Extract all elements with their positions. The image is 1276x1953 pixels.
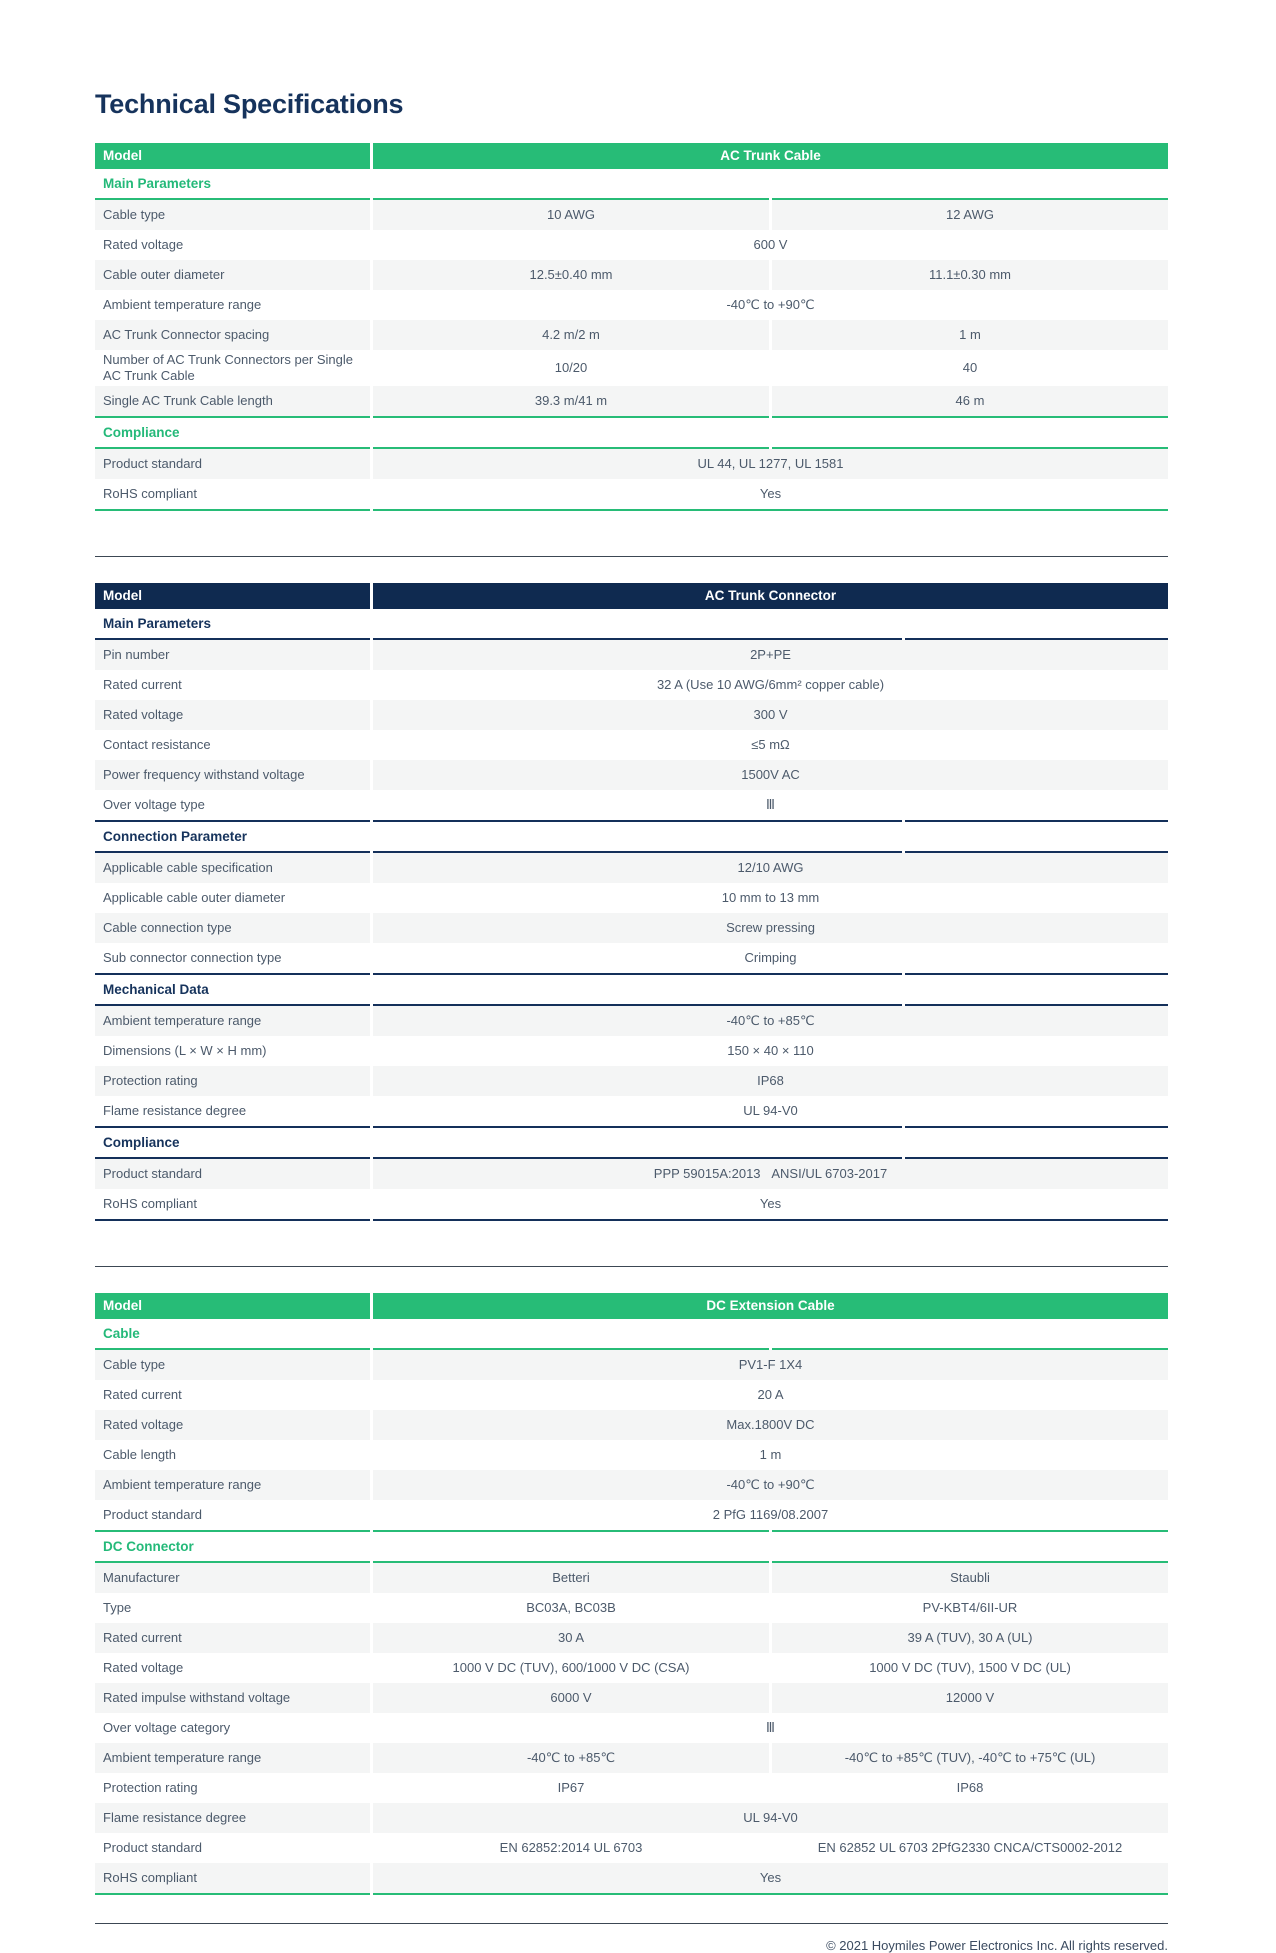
section-spacer <box>905 820 1168 853</box>
copyright-text: © 2021 Hoymiles Power Electronics Inc. All rights reserved. <box>826 1938 1168 1953</box>
row-value-col2: -40℃ to +85℃ (TUV), -40℃ to +75℃ (UL) <box>772 1743 1168 1773</box>
row-value: -40℃ to +90℃ <box>373 1470 1168 1500</box>
row-value-col1: 4.2 m/2 m <box>373 320 769 350</box>
row-value: ≤5 mΩ <box>751 737 790 752</box>
table-header-row <box>95 143 1168 169</box>
row-label: Contact resistance <box>103 737 211 752</box>
row-value-col1: 10 AWG <box>373 200 769 230</box>
row-label: Sub connector connection type <box>103 950 282 965</box>
section-spacer <box>772 169 1168 200</box>
table-row <box>95 640 1168 670</box>
section-spacer <box>373 1126 902 1159</box>
section-spacer <box>373 416 769 449</box>
row-label: Rated voltage <box>95 1410 370 1440</box>
section-spacer <box>373 820 902 853</box>
section-row <box>95 1530 1168 1563</box>
spec-table <box>92 583 1171 1221</box>
table-row <box>95 760 1168 790</box>
model-header-label: Model <box>95 583 370 609</box>
table-row <box>95 1350 1168 1380</box>
section-spacer <box>373 169 769 200</box>
section-label: Mechanical Data <box>95 973 370 1006</box>
row-label: RoHS compliant <box>95 479 370 511</box>
row-value-col2: 40 <box>962 360 978 375</box>
table-row <box>95 730 1168 760</box>
row-value: Ⅲ <box>766 797 775 812</box>
row-label: Pin number <box>95 640 370 670</box>
table-row <box>95 1863 1168 1895</box>
table-row <box>95 320 1168 350</box>
row-label: Rated current <box>103 1387 182 1402</box>
row-value: Screw pressing <box>373 913 1168 943</box>
section-spacer <box>905 973 1168 1006</box>
row-value: Ⅲ <box>766 1720 775 1735</box>
table-row <box>95 1623 1168 1653</box>
row-label: Protection rating <box>95 1066 370 1096</box>
section-divider-2 <box>95 1266 1168 1267</box>
table-row <box>95 1653 1168 1683</box>
table-row <box>95 1773 1168 1803</box>
row-label: Applicable cable outer diameter <box>103 890 286 905</box>
row-value-col2: EN 62852 UL 6703 2PfG2330 CNCA/CTS0002-2012 <box>817 1840 1123 1855</box>
row-value-col1: 12.5±0.40 mm <box>373 260 769 290</box>
row-label: Ambient temperature range <box>95 1006 370 1036</box>
table-row <box>95 1500 1168 1530</box>
section-row <box>95 609 1168 640</box>
table-row <box>95 913 1168 943</box>
row-value: Crimping <box>744 950 797 965</box>
table-row <box>95 290 1168 320</box>
section-spacer <box>905 609 1168 640</box>
spec-table <box>92 143 1171 511</box>
model-header-label: Model <box>95 143 370 169</box>
row-value: IP68 <box>373 1066 1168 1096</box>
spec-table-ac-trunk-cable <box>95 143 1168 511</box>
row-label: Protection rating <box>103 1780 198 1795</box>
table-row <box>95 1096 1168 1126</box>
table-row <box>95 700 1168 730</box>
row-value-col2: 11.1±0.30 mm <box>772 260 1168 290</box>
table-row <box>95 1006 1168 1036</box>
table-row <box>95 790 1168 820</box>
section-label: DC Connector <box>95 1530 370 1563</box>
model-header-value: AC Trunk Connector <box>373 583 1168 609</box>
row-value-col2: 1 m <box>772 320 1168 350</box>
row-value: 20 A <box>757 1387 784 1402</box>
row-value-col1: IP67 <box>557 1780 585 1795</box>
row-value: 2P+PE <box>373 640 1168 670</box>
row-value: Yes <box>373 1189 1168 1221</box>
table-header-row <box>95 1293 1168 1319</box>
section-spacer <box>373 1530 769 1563</box>
spec-table-ac-trunk-connector <box>95 583 1168 1221</box>
row-value: 600 V <box>753 237 788 252</box>
model-header-value: AC Trunk Cable <box>373 143 1168 169</box>
row-label: AC Trunk Connector spacing <box>95 320 370 350</box>
table-row <box>95 1189 1168 1221</box>
row-label: Type <box>103 1600 132 1615</box>
table-row <box>95 943 1168 973</box>
table-row <box>95 670 1168 700</box>
table-row <box>95 386 1168 416</box>
table-row <box>95 1159 1168 1189</box>
row-value: -40℃ to +85℃ <box>373 1006 1168 1036</box>
section-label: Compliance <box>95 1126 370 1159</box>
row-value: 1 m <box>759 1447 782 1462</box>
table-row <box>95 260 1168 290</box>
section-label: Main Parameters <box>95 609 370 640</box>
row-label: Rated voltage <box>103 237 184 252</box>
table-row <box>95 1713 1168 1743</box>
section-spacer <box>905 1126 1168 1159</box>
table-header-row <box>95 583 1168 609</box>
row-value: Max.1800V DC <box>373 1410 1168 1440</box>
table-row <box>95 449 1168 479</box>
row-value: -40℃ to +90℃ <box>726 297 815 312</box>
table-row <box>95 1440 1168 1470</box>
row-label: Cable type <box>95 200 370 230</box>
row-value-col1: 6000 V <box>373 1683 769 1713</box>
row-value-col2: 39 A (TUV), 30 A (UL) <box>772 1623 1168 1653</box>
row-value: UL 94-V0 <box>373 1803 1168 1833</box>
row-label: RoHS compliant <box>95 1863 370 1895</box>
row-value: 2 PfG 1169/08.2007 <box>712 1507 829 1522</box>
row-value-col1: 30 A <box>373 1623 769 1653</box>
row-label: Dimensions (L × W × H mm) <box>103 1043 267 1058</box>
row-value-col2: 12000 V <box>772 1683 1168 1713</box>
row-value: Yes <box>373 1863 1168 1895</box>
table-row <box>95 1380 1168 1410</box>
page-content <box>95 0 1168 1953</box>
table-row <box>95 230 1168 260</box>
section-row <box>95 169 1168 200</box>
row-value-col1: -40℃ to +85℃ <box>373 1743 769 1773</box>
row-value-col1: 39.3 m/41 m <box>373 386 769 416</box>
section-label: Cable <box>95 1319 370 1350</box>
spec-table-dc-extension-cable <box>95 1293 1168 1895</box>
table-row <box>95 1803 1168 1833</box>
table-row <box>95 200 1168 230</box>
section-spacer <box>373 609 902 640</box>
row-value: 1500V AC <box>373 760 1168 790</box>
table-row <box>95 1066 1168 1096</box>
row-label: Number of AC Trunk Connectors per Single AC Trunk Cable <box>103 352 354 383</box>
model-header-label: Model <box>95 1293 370 1319</box>
row-value-col1: EN 62852:2014 UL 6703 <box>499 1840 643 1855</box>
section-spacer <box>772 416 1168 449</box>
table-row <box>95 1743 1168 1773</box>
section-label: Connection Parameter <box>95 820 370 853</box>
section-row <box>95 820 1168 853</box>
section-row <box>95 1319 1168 1350</box>
row-value-col1: Betteri <box>373 1563 769 1593</box>
section-divider-1 <box>95 556 1168 557</box>
row-value-col1: BC03A, BC03B <box>526 1600 616 1615</box>
section-row <box>95 973 1168 1006</box>
section-spacer <box>373 973 902 1006</box>
section-spacer <box>772 1319 1168 1350</box>
spec-table <box>92 1293 1171 1895</box>
row-value: 12/10 AWG <box>373 853 1168 883</box>
section-label: Compliance <box>95 416 370 449</box>
row-label: Over voltage type <box>103 797 205 812</box>
section-row <box>95 1126 1168 1159</box>
row-label: Applicable cable specification <box>95 853 370 883</box>
row-label: Rated current <box>95 1623 370 1653</box>
row-label: Flame resistance degree <box>95 1803 370 1833</box>
footer-divider <box>95 1923 1168 1924</box>
row-label: Rated voltage <box>95 700 370 730</box>
row-label: Ambient temperature range <box>103 297 262 312</box>
row-label: Single AC Trunk Cable length <box>95 386 370 416</box>
row-value: 150 × 40 × 110 <box>727 1043 814 1058</box>
row-value-col1: 10/20 <box>554 360 588 375</box>
row-value-col2: PV-KBT4/6II-UR <box>922 1600 1018 1615</box>
row-value: UL 94-V0 <box>743 1103 798 1118</box>
row-value-col2: 1000 V DC (TUV), 1500 V DC (UL) <box>869 1660 1071 1675</box>
row-label: Product standard <box>95 449 370 479</box>
row-label: Manufacturer <box>95 1563 370 1593</box>
model-header-value: DC Extension Cable <box>373 1293 1168 1319</box>
table-row <box>95 853 1168 883</box>
section-spacer <box>772 1530 1168 1563</box>
row-value: UL 44, UL 1277, UL 1581 <box>373 449 1168 479</box>
row-label: Over voltage category <box>103 1720 231 1735</box>
row-value-col2: 12 AWG <box>772 200 1168 230</box>
table-row <box>95 1410 1168 1440</box>
section-row <box>95 416 1168 449</box>
row-label: Cable connection type <box>95 913 370 943</box>
row-label: Product standard <box>103 1840 203 1855</box>
row-label: Product standard <box>103 1507 203 1522</box>
row-label: Rated voltage <box>103 1660 184 1675</box>
row-value-col2: Staubli <box>772 1563 1168 1593</box>
row-label: Ambient temperature range <box>95 1743 370 1773</box>
section-spacer <box>373 1319 769 1350</box>
table-row <box>95 479 1168 511</box>
row-value: 32 A (Use 10 AWG/6mm² copper cable) <box>656 677 885 692</box>
table-row <box>95 350 1168 386</box>
table-row <box>95 1683 1168 1713</box>
row-value: PV1-F 1X4 <box>373 1350 1168 1380</box>
row-label: Ambient temperature range <box>95 1470 370 1500</box>
row-value: Yes <box>373 479 1168 511</box>
page-title: Technical Specifications <box>95 89 404 119</box>
row-value: 10 mm to 13 mm <box>721 890 820 905</box>
table-row <box>95 1470 1168 1500</box>
table-row <box>95 1833 1168 1863</box>
table-row <box>95 1563 1168 1593</box>
table-row <box>95 1593 1168 1623</box>
row-label: Rated impulse withstand voltage <box>95 1683 370 1713</box>
row-label: Power frequency withstand voltage <box>95 760 370 790</box>
row-value-col1: 1000 V DC (TUV), 600/1000 V DC (CSA) <box>452 1660 690 1675</box>
row-value: 300 V <box>373 700 1168 730</box>
row-label: Product standard <box>95 1159 370 1189</box>
row-value: PPP 59015A:2013 ANSI/UL 6703-2017 <box>373 1159 1168 1189</box>
table-row <box>95 883 1168 913</box>
section-label: Main Parameters <box>95 169 370 200</box>
row-label: RoHS compliant <box>95 1189 370 1221</box>
row-label: Flame resistance degree <box>103 1103 247 1118</box>
row-label: Cable length <box>103 1447 176 1462</box>
row-label: Cable type <box>95 1350 370 1380</box>
table-row <box>95 1036 1168 1066</box>
row-value-col2: IP68 <box>956 1780 984 1795</box>
row-value-col2: 46 m <box>772 386 1168 416</box>
row-label: Cable outer diameter <box>95 260 370 290</box>
row-label: Rated current <box>103 677 182 692</box>
